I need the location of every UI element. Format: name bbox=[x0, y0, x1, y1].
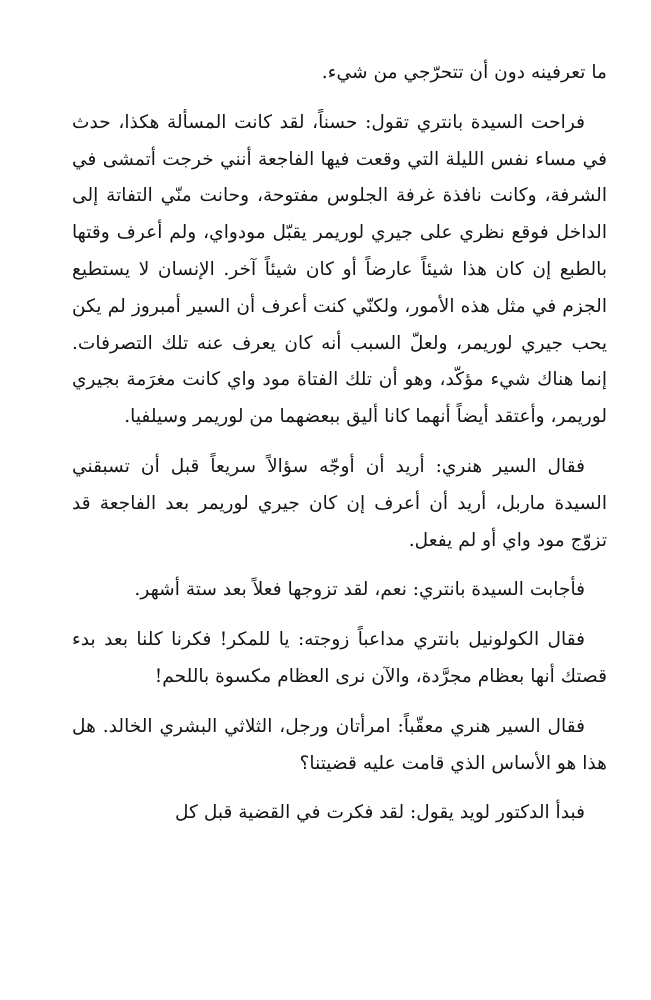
paragraph-1: ما تعرفينه دون أن تتحرّجي من شيء. bbox=[321, 62, 607, 83]
paragraph-3: فقال السير هنري: أريد أن أوجّه سؤالاً سريعاً قبل أن تسبقني السيدة ماربل، أريد أن أعرف إن كان جيري لوريمر بعد الفاجعة قد تزوّج مود واي أو لم يفعل. bbox=[72, 455, 607, 551]
paragraph-5: فقال الكولونيل بانتري مداعباً زوجته: يا للمكر! فكرنا كلنا بعد بدء قصتك أنها بعظام مجرَّدة، والآن نرى العظام مكسوة باللحم! bbox=[72, 629, 607, 687]
paragraph-7: فبدأ الدكتور لويد يقول: لقد فكرت في القضية قبل كل bbox=[174, 802, 585, 824]
paragraph-6: فقال السير هنري معقّباً: امرأتان ورجل، الثلاثي البشري الخالد. هل هذا هو الأساس الذي قامت عليه قضيتنا؟ bbox=[72, 715, 607, 774]
page-text bbox=[72, 55, 607, 845]
paragraph-4: فأجابت السيدة بانتري: نعم، لقد تزوجها فعلاً بعد ستة أشهر. bbox=[134, 579, 585, 601]
paragraph-2: فراحت السيدة بانتري تقول: حسناً، لقد كانت المسألة هكذا، حدث في مساء نفس الليلة التي وقعت فيها الفاجعة أنني خرجت أتمشى في الشرفة، وكانت نافذة غرفة الجلوس مفتوحة، وحانت منّي التفاتة إلى الداخل فوقع نظري على جيري لوريمر يقبّل مودواي، ولم أعرف وقتها بالطبع إن كان هذا شيئاً عارضاً أو كان شيئاً آخر. الإنسان لا يستطيع الجزم في مثل هذه الأمور، ولكنّي كنت أعرف أن السير أمبروز لم يكن يحب جيري لوريمر، ولعلّ السبب أنه كان يعرف عنه تلك التصرفات. إنما هناك شيء مؤكّد، وهو أن تلك الفتاة مود واي كانت مغرَمة بجيري لوريمر، وأعتقد أيضاً أنهما كانا أليق ببعضهما من لوريمر وسيلفيا. bbox=[72, 111, 607, 428]
